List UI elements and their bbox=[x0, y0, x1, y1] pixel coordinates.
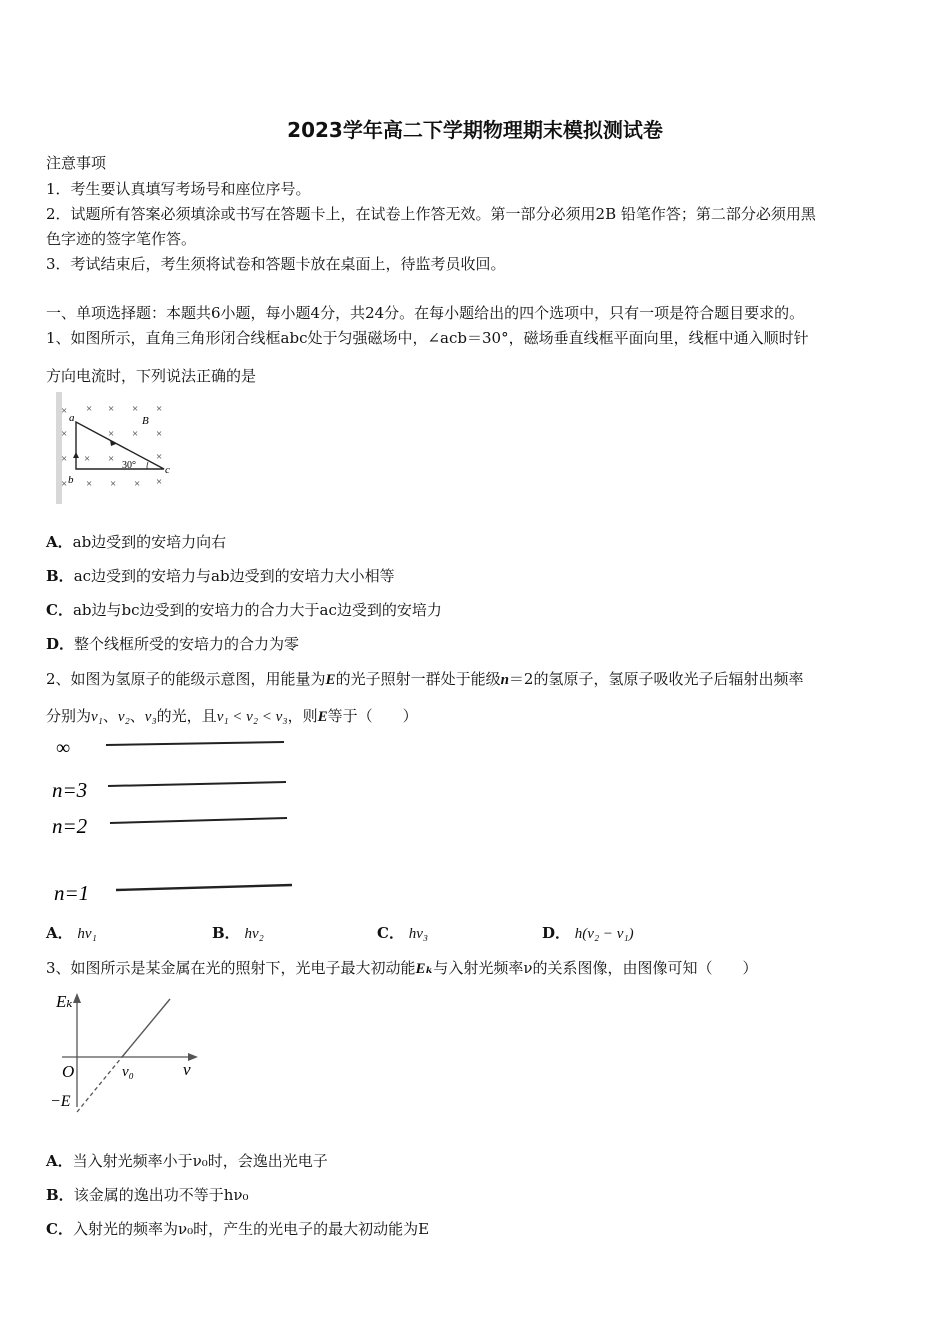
notice-item-2: 2．试题所有答案必须填涂或书写在答题卡上，在试卷上作答无效。第一部分必须用2B 铅笔作答；第二部分必须用黑 bbox=[46, 205, 816, 223]
option-label: B． bbox=[212, 924, 240, 942]
extrapolated-line bbox=[77, 1057, 122, 1112]
level-n1-line bbox=[116, 885, 292, 890]
cross-mark: × bbox=[108, 428, 115, 440]
ek-line bbox=[122, 999, 170, 1057]
cross-mark: × bbox=[61, 428, 68, 440]
cross-mark: × bbox=[86, 478, 93, 490]
cross-mark: × bbox=[156, 428, 163, 440]
level-n1-label: n=1 bbox=[54, 881, 90, 905]
q2-option-d[interactable] bbox=[542, 922, 634, 943]
q2-inequality: ν₁ < ν₂ < ν₃ bbox=[216, 709, 288, 725]
level-inf-label: ∞ bbox=[56, 737, 71, 759]
option-label: C． bbox=[46, 601, 73, 619]
cross-mark: × bbox=[156, 403, 163, 415]
origin-label: O bbox=[62, 1062, 75, 1081]
cross-mark: × bbox=[108, 403, 115, 415]
option-text: hν₂ bbox=[244, 926, 264, 942]
option-label: A． bbox=[46, 924, 73, 942]
field-B-label: B bbox=[142, 415, 149, 427]
q3-stem bbox=[46, 957, 758, 978]
option-label: D． bbox=[542, 924, 571, 942]
x-axis-label: ν bbox=[183, 1060, 191, 1079]
vertex-c-label: c bbox=[165, 464, 170, 476]
q1-option-b[interactable] bbox=[46, 565, 395, 586]
q2-nu1: ν₁ bbox=[91, 709, 103, 725]
option-label: B． bbox=[46, 1186, 74, 1204]
q2-text: 等于（ ） bbox=[327, 707, 418, 725]
option-text: ab边与bc边受到的安培力的合力大于ac边受到的安培力 bbox=[72, 601, 442, 619]
q1-figure bbox=[56, 392, 176, 504]
cross-mark: × bbox=[61, 453, 68, 465]
cross-mark: × bbox=[108, 453, 115, 465]
option-label: A． bbox=[46, 1152, 73, 1170]
option-label: C． bbox=[46, 1220, 73, 1238]
q2-text: ，则 bbox=[287, 707, 318, 725]
notice-item-3: 3．考试结束后，考生须将试卷和答题卡放在桌面上，待监考员收回。 bbox=[46, 255, 506, 273]
q3-option-b[interactable] bbox=[46, 1184, 248, 1205]
q2-text: 的光子照射一群处于能级 bbox=[335, 670, 501, 688]
q2-energy-symbol: E bbox=[325, 672, 336, 688]
q3-text: 3、如图所示是某金属在光的照射下，光电子最大初动能 bbox=[46, 959, 416, 977]
q2-nu3: ν₃ bbox=[144, 709, 157, 725]
option-label: D． bbox=[46, 635, 75, 653]
cross-mark: × bbox=[132, 403, 139, 415]
q2-text: ＝2的氢原子，氢原子吸收光子后辐射出频率 bbox=[508, 670, 804, 688]
neg-e-label: −E bbox=[50, 1093, 71, 1110]
q1-stem-line1: 1、如图所示，直角三角形闭合线框abc处于匀强磁场中，∠acb＝30°，磁场垂直线框平面向里，线框中通入顺时针 bbox=[46, 329, 809, 347]
q2-text: 、 bbox=[102, 707, 118, 725]
current-arrow-ab bbox=[73, 452, 79, 458]
level-n2-line bbox=[110, 818, 287, 823]
page-title: 2023学年高二下学期物理期末模拟测试卷 bbox=[287, 118, 663, 142]
level-inf-line bbox=[106, 742, 284, 745]
q2-text: 2、如图为氢原子的能级示意图，用能量为 bbox=[46, 670, 326, 688]
option-text: ac边受到的安培力与ab边受到的安培力大小相等 bbox=[73, 567, 395, 585]
angle-label: 30° bbox=[122, 460, 136, 471]
level-n3-label: n=3 bbox=[52, 778, 88, 802]
cross-mark: × bbox=[156, 476, 163, 488]
q1-stem-line2: 方向电流时，下列说法正确的是 bbox=[46, 367, 257, 385]
level-n2-label: n=2 bbox=[52, 814, 88, 838]
option-text: 当入射光频率小于ν₀时，会逸出光电子 bbox=[72, 1152, 328, 1170]
q2-nu2: ν₂ bbox=[117, 709, 130, 725]
q2-stem-line1 bbox=[46, 668, 803, 689]
q2-text: 的光，且 bbox=[156, 707, 217, 725]
option-text: 整个线框所受的安培力的合力为零 bbox=[74, 635, 300, 653]
q2-n-symbol: n bbox=[500, 672, 509, 688]
cross-mark: × bbox=[86, 403, 93, 415]
q3-text: 与入射光频率ν的关系图像，由图像可知（ ） bbox=[433, 959, 758, 977]
vertex-a-label: a bbox=[69, 412, 75, 424]
option-label: B． bbox=[46, 567, 74, 585]
y-axis-arrow bbox=[73, 993, 81, 1003]
option-text: 入射光的频率为ν₀时，产生的光电子的最大初动能为E bbox=[72, 1220, 430, 1238]
notice-heading: 注意事项 bbox=[46, 154, 107, 172]
option-text: hν₃ bbox=[408, 926, 429, 942]
section-heading: 一、单项选择题：本题共6小题，每小题4分，共24分。在每小题给出的四个选项中，只有一项是符合题目要求的。 bbox=[46, 304, 805, 322]
cross-mark: × bbox=[84, 453, 91, 465]
q2-energy-symbol: E bbox=[317, 709, 328, 725]
option-text: ab边受到的安培力向右 bbox=[72, 533, 227, 551]
vertex-b-label: b bbox=[68, 474, 74, 486]
q2-stem-line2 bbox=[46, 705, 418, 726]
option-text: hν₁ bbox=[77, 926, 97, 942]
option-label: A． bbox=[46, 533, 73, 551]
q2-text: 、 bbox=[129, 707, 145, 725]
cross-mark: × bbox=[110, 478, 117, 490]
ek-nu-graph bbox=[46, 985, 206, 1120]
cross-mark: × bbox=[132, 428, 139, 440]
q2-option-c[interactable] bbox=[377, 922, 428, 943]
q1-option-a[interactable] bbox=[46, 531, 226, 552]
q1-option-c[interactable] bbox=[46, 599, 442, 620]
notice-item-2-cont: 色字迹的签字笔作答。 bbox=[46, 230, 197, 248]
level-n3-line bbox=[108, 782, 286, 786]
energy-level-diagram bbox=[46, 732, 306, 912]
q2-option-a[interactable] bbox=[46, 922, 97, 943]
q3-ek-symbol: Eₖ bbox=[415, 961, 434, 977]
notice-item-1: 1．考生要认真填写考场号和座位序号。 bbox=[46, 180, 311, 198]
option-text: h(ν₂ − ν₁) bbox=[574, 926, 634, 942]
q3-option-a[interactable] bbox=[46, 1150, 328, 1171]
q1-option-d[interactable] bbox=[46, 633, 299, 654]
option-text: 该金属的逸出功不等于hν₀ bbox=[73, 1186, 249, 1204]
y-axis-label: Eₖ bbox=[56, 992, 73, 1011]
nu0-label: ν₀ bbox=[122, 1064, 134, 1080]
angle-arc bbox=[147, 462, 148, 469]
q2-option-b[interactable] bbox=[212, 922, 264, 943]
option-label: C． bbox=[377, 924, 404, 942]
cross-mark: × bbox=[134, 478, 141, 490]
cross-mark: × bbox=[156, 451, 163, 463]
cross-mark: × bbox=[61, 478, 68, 490]
cross-mark: × bbox=[61, 405, 68, 417]
q3-option-c[interactable] bbox=[46, 1218, 429, 1239]
q2-text: 分别为 bbox=[46, 707, 92, 725]
